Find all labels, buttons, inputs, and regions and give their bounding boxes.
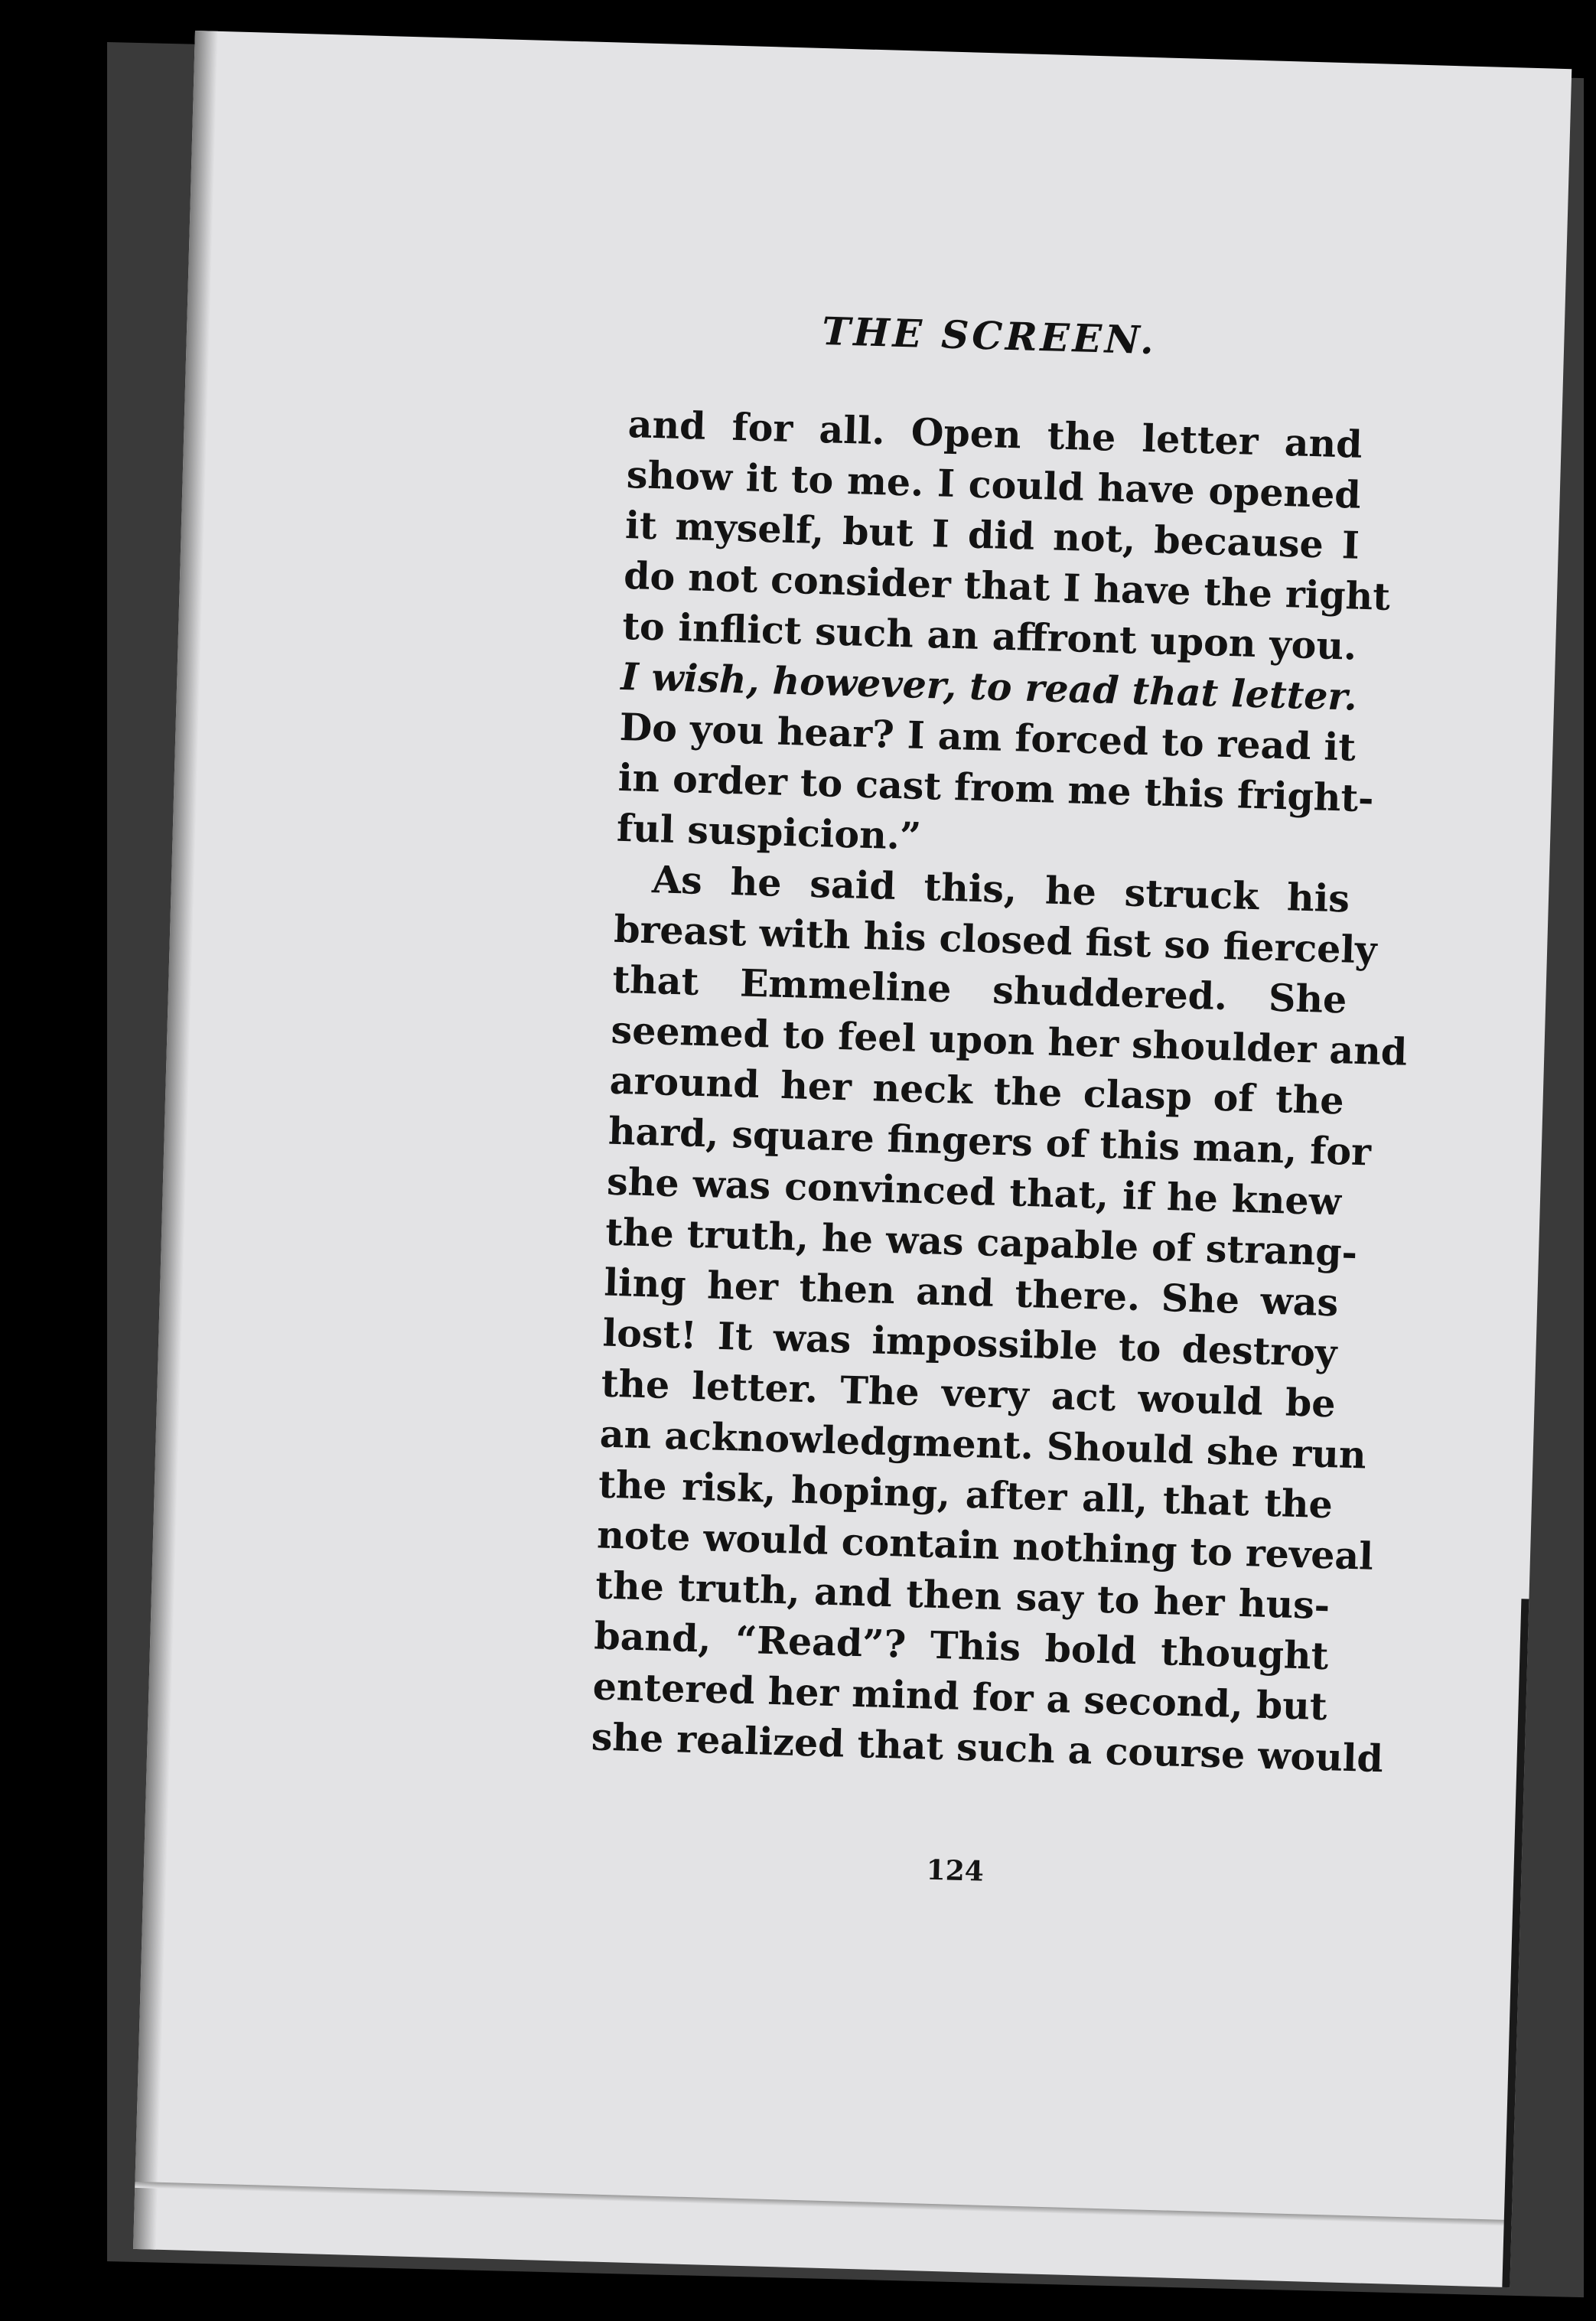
bottom-edge-shadow [135, 2182, 1512, 2226]
text-line: in order to cast from me this fright- [617, 755, 1375, 821]
text-line: the truth, he was capable of strang- [604, 1209, 1358, 1276]
text-line: an acknowledgment. Should she run [599, 1411, 1367, 1478]
text-line: and for all. Open the letter and [627, 402, 1363, 467]
text-line: she was convinced that, if he knew [606, 1159, 1342, 1224]
text-line: the letter. The very act would be [601, 1361, 1337, 1426]
text-line: lost! It was impossible to destroy [601, 1310, 1338, 1376]
text-line: As he said this, he struck his [651, 857, 1350, 921]
book-page [133, 31, 1572, 2287]
body-text [591, 399, 1408, 1888]
text-line: band, “Read”? This bold thought [593, 1613, 1330, 1679]
text-line: she realized that such a course would [591, 1714, 1384, 1781]
text-line: to inflict such an affront upon you. [621, 603, 1357, 669]
text-line: entered her mind for a second, but [591, 1664, 1328, 1729]
text-line: the truth, and then say to her hus- [594, 1563, 1331, 1628]
text-line: ful suspicion.” [616, 805, 922, 859]
text-line: I wish, however, to read that letter. [620, 654, 1358, 719]
text-line: breast with his closed fist so fiercely [613, 906, 1378, 973]
text-line: hard, square fingers of this man, for [607, 1108, 1372, 1175]
text-line: around her neck the clasp of the [609, 1058, 1345, 1123]
text-line: Do you hear? I am forced to read it [619, 704, 1357, 770]
text-line: ling her then and there. She was [603, 1260, 1339, 1325]
page-number: 124 [926, 1853, 985, 1888]
text-line: do not consider that I have the right [623, 553, 1391, 619]
text-line: show it to me. I could have opened [626, 451, 1362, 517]
text-line: it myself, but I did not, because I [624, 502, 1360, 568]
text-line: that Emmeline shuddered. She [611, 957, 1348, 1022]
text-line: note would contain nothing to reveal [596, 1512, 1374, 1579]
running-head: THE SCREEN. [821, 308, 1158, 363]
text-line: seemed to feel upon her shoulder and [610, 1007, 1408, 1074]
text-line: the risk, hoping, after all, that the [598, 1462, 1334, 1527]
